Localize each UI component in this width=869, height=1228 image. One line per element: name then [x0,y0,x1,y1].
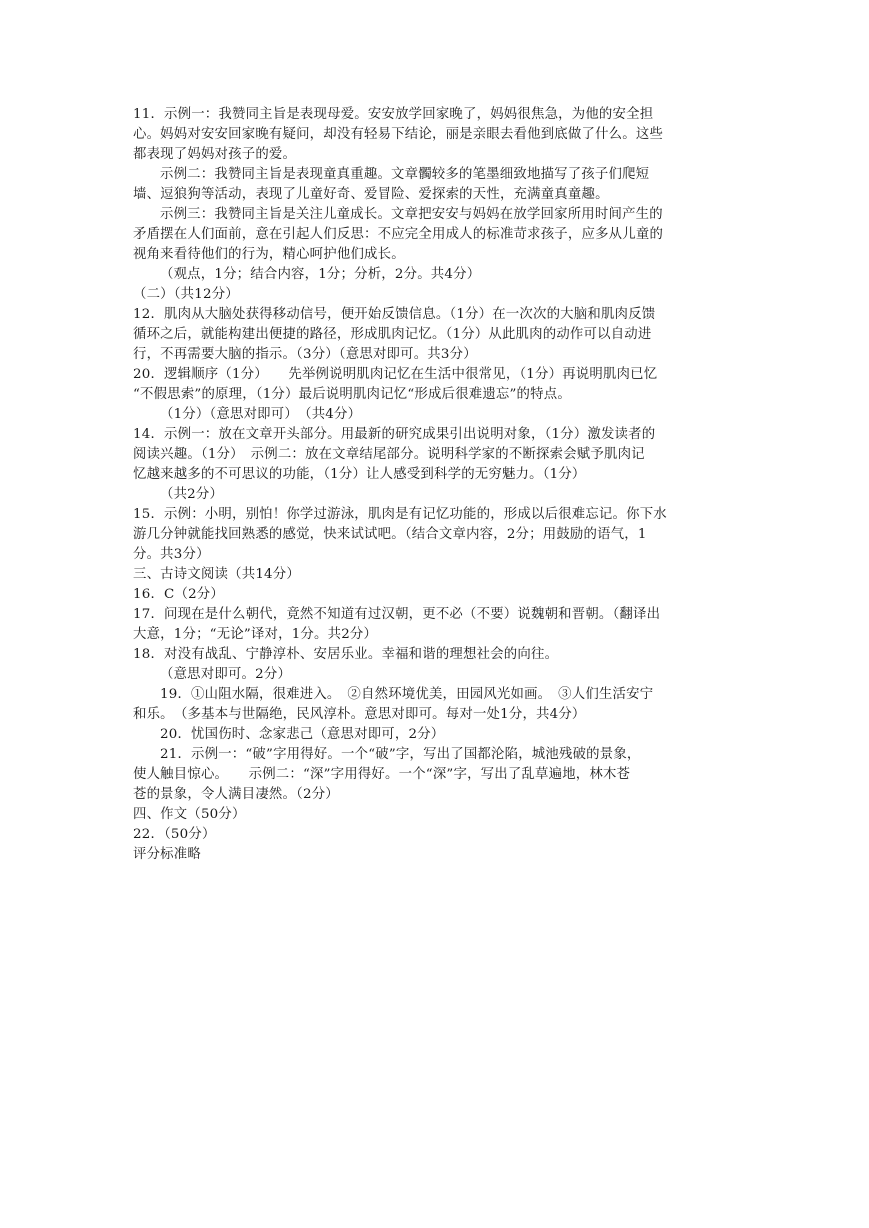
text-line: 评分标准略 [133,847,201,862]
text-line: 12．肌肉从大脑处获得移动信号，便开始反馈信息。（1分）在一次次的大脑和肌肉反馈 [133,307,656,322]
text-line: 15．示例：小明，别怕！你学过游泳，肌肉是有记忆功能的，形成以后很难忘记。你下水 [133,507,667,522]
text-line: 示例三：我赞同主旨是关注儿童成长。文章把安安与妈妈在放学回家所用时间产生的 [160,207,663,222]
text-line: 14．示例一：放在文章开头部分。用最新的研究成果引出说明对象，（1分）激发读者的 [133,427,656,442]
text-line: 20．忧国伤时、念家悲己（意思对即可，2分） [160,727,445,742]
text-line: 心。妈妈对安安回家晚有疑问，却没有轻易下结论，丽是亲眼去看他到底做了什么。这些 [133,127,664,142]
text-line: 和乐。 （多基本与世隔绝，民风淳朴。意思对即可。每对一处1分，共4分） [133,707,586,722]
text-line: 16．C（2分） [133,587,224,602]
text-line: 矛盾摆在人们面前，意在引起人们反思：不应完全用成人的标准苛求孩子，应多从儿童的 [133,227,664,242]
section-heading: 三、古诗文阅读（共14分） [133,567,300,582]
text-line: 使人触目惊心。 示例二：“深”字用得好。一个“深”字，写出了乱草遍地，林木苍 [133,767,631,782]
text-line: 20．逻辑顺序（1分） 先举例说明肌肉记忆在生活中很常见，（1分）再说明肌肉已忆 [133,367,658,382]
text-line: 示例二：我赞同主旨是表现童真重趣。文章髑较多的笔墨细致地描写了孩子们爬短 [160,167,650,182]
text-line: 21．示例一：“破”字用得好。一个“破”字，写出了国都沦陷，城池残破的景象， [160,747,641,762]
text-line: （1分）（意思对即可） （共4分） [160,407,362,422]
text-line: 18．对没有战乱、宁静淳朴、安居乐业。幸福和谐的理想社会的向往。 [133,647,559,662]
text-line: （共2分） [160,487,224,502]
text-line: （观点，1分；结合内容，1分；分析，2分。共4分） [160,267,481,282]
text-line: 大意，1分；“无论”译对，1分。共2分） [133,627,378,642]
text-line: 阅读兴趣。（1分） 示例二：放在文章结尾部分。说明科学家的不断探索会赋予肌肉记 [133,447,645,462]
section-heading: （二）（共12分） [133,287,239,302]
text-line: 19．①山阻水隔，很难进入。 ②自然环境优美，田园风光如画。 ③人们生活安宁 [160,687,654,702]
text-line: 11．示例一：我赞同主旨是表现母爱。安安放学回家晚了，妈妈很焦急，为他的安全担 [133,107,654,122]
text-line: 墙、逗狼狗等活动，表现了儿童好奇、爱冒险、爱探索的天性，充满童真童趣。 [133,187,609,202]
text-line: “不假思索”的原理，（1分）最后说明肌肉记忆“形成后很难遗忘”的特点。 [133,387,571,402]
text-line: 行，不再需要大脑的指示。（3分）（意思对即可。共3分） [133,347,477,362]
text-line: 17．问现在是什么朝代，竟然不知道有过汉朝，更不必（不要）说魏朝和晋朝。（翻译出 [133,607,661,622]
text-line: 苍的景象，令人满目凄然。（2分） [133,787,339,802]
text-line: 忆越来越多的不可思议的功能，（1分）让人感受到科学的无穷魅力。（1分） [133,467,586,482]
text-line: （意思对即可。2分） [160,667,292,682]
text-line: 分。共3分） [133,547,210,562]
text-line: 游几分钟就能找回熟悉的感觉，快来试试吧。（结合文章内容，2分；用鼓励的语气，1 [133,527,647,542]
text-line: 视角来看待他们的行为，精心呵护他们成长。 [133,247,405,262]
text-line: 循环之后，就能构建出便捷的路径，形成肌肉记忆。（1分）从此肌肉的动作可以自动进 [133,327,652,342]
section-heading: 四、作文（50分） [133,807,246,822]
text-line: 都表现了妈妈对孩子的爱。 [133,147,297,162]
text-line: 22．（50分） [133,827,216,842]
